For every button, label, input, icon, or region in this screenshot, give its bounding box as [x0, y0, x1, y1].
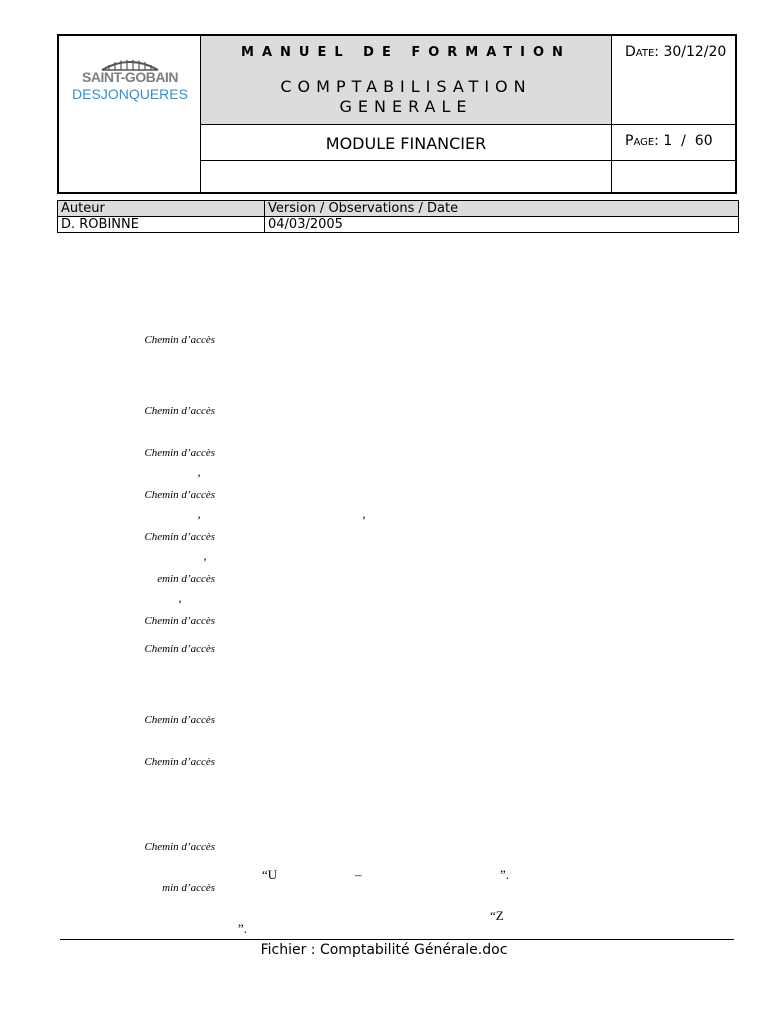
access-path-label: Chemin d’accès — [144, 334, 215, 346]
text-fragment: ’ — [203, 555, 207, 569]
module-cell — [201, 125, 612, 161]
text-fragment: ”. — [500, 867, 510, 882]
access-path-label: Chemin d’accès — [144, 615, 215, 627]
module-name: MODULE FINANCIER — [325, 134, 487, 153]
author-version-table — [57, 200, 739, 233]
access-path-label: Chemin d’accès — [144, 405, 215, 417]
access-path-label: Chemin d’accès — [144, 489, 215, 501]
logo-cell — [59, 36, 201, 192]
text-fragment: – — [355, 867, 362, 882]
access-path-label: Chemin d’accès — [144, 447, 215, 459]
text-fragment: ’ — [197, 513, 201, 527]
manual-title: MANUEL DE FORMATION — [241, 45, 571, 60]
page-label: Page: — [625, 133, 659, 149]
access-path-label: Chemin d’accès — [144, 841, 215, 853]
page-value: 1 / 60 — [663, 133, 713, 149]
access-path-label: Chemin d’accès — [144, 531, 215, 543]
date-field — [625, 44, 726, 60]
version-cell: 04/03/2005 — [265, 217, 739, 233]
subject-title-line2: GENERALE — [339, 97, 473, 116]
subject-title-line1: COMPTABILISATION — [280, 77, 532, 96]
author-cell: D. ROBINNE — [58, 217, 265, 233]
column-header-author: Auteur — [58, 201, 265, 217]
title-cell — [201, 36, 612, 125]
text-fragment: ’ — [197, 471, 201, 485]
date-cell — [612, 36, 735, 125]
access-path-label: min d’accès — [162, 882, 215, 894]
document-header-table — [57, 34, 737, 194]
text-fragment: “U — [262, 867, 278, 882]
table-header-row — [58, 201, 739, 217]
column-header-version: Version / Observations / Date — [265, 201, 739, 217]
logo-saint-gobain: SAINT-GOBAIN — [82, 69, 178, 85]
empty-cell — [612, 161, 735, 192]
text-fragment: ’ — [362, 513, 366, 527]
date-value: 30/12/20 — [663, 44, 727, 60]
page-field — [625, 133, 713, 149]
text-fragment: ’ — [178, 597, 182, 611]
access-path-label: Chemin d’accès — [144, 643, 215, 655]
footer-filename: Fichier : Comptabilité Générale.doc — [260, 942, 508, 958]
access-path-label: Chemin d’accès — [144, 714, 215, 726]
date-label: Date: — [625, 44, 659, 60]
page-cell — [612, 125, 735, 161]
logo-desjonqueres: DESJONQUERES — [72, 86, 188, 102]
footer-divider — [60, 939, 734, 940]
text-fragment: ”. — [238, 921, 248, 936]
access-path-label: emin d’accès — [157, 573, 215, 585]
table-row — [58, 217, 739, 233]
empty-cell — [201, 161, 612, 192]
text-fragment: “Z — [490, 908, 504, 923]
access-path-label: Chemin d’accès — [144, 756, 215, 768]
